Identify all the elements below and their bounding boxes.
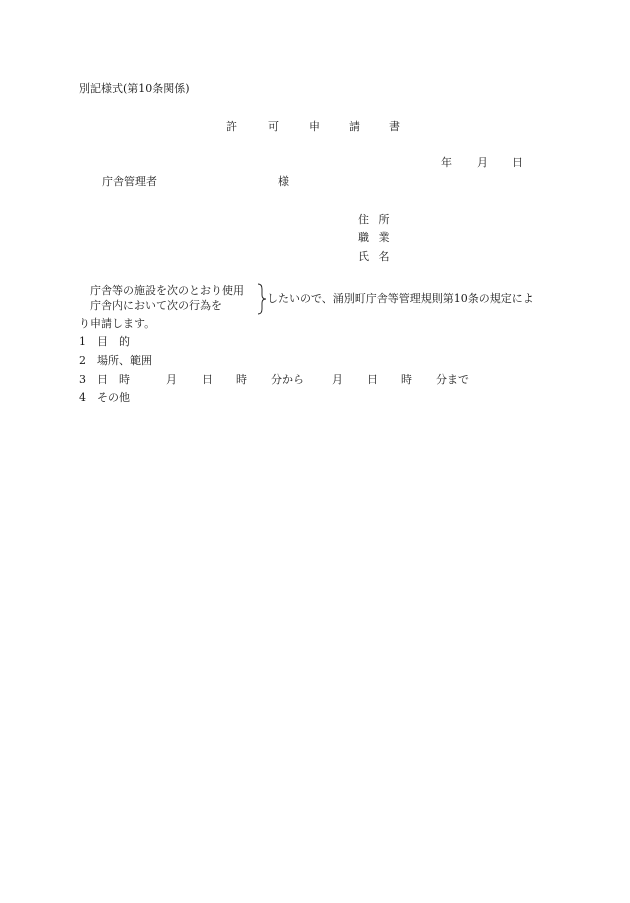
item-3-from-month: 月	[166, 373, 177, 386]
applicant-name-label: 氏 名	[358, 250, 390, 263]
item-3-from-hour: 時	[236, 373, 247, 386]
item-2-number: 2	[79, 354, 86, 367]
item-3-to-day: 日	[367, 373, 378, 386]
applicant-address-label: 住 所	[358, 213, 390, 226]
item-1-label: 目 的	[97, 335, 130, 348]
form-reference: 別記様式(第10条関係)	[79, 82, 190, 95]
item-4-number: 4	[79, 391, 86, 404]
title-char-3: 申	[309, 120, 320, 133]
title-char-5: 書	[389, 120, 400, 133]
item-3-label: 日 時	[97, 373, 130, 386]
item-4-label: その他	[97, 391, 130, 404]
title-char-2: 可	[268, 120, 279, 133]
date-year: 年	[441, 156, 452, 169]
item-3-to-hour: 時	[401, 373, 412, 386]
item-3-to-month: 月	[332, 373, 343, 386]
item-3-number: 3	[79, 373, 86, 386]
statement-continuation: したいので、涌別町庁舎等管理規則第10条の規定によ	[267, 292, 534, 305]
addressee-honorific: 様	[278, 175, 289, 188]
statement-option-1: 庁舎等の施設を次のとおり使用	[90, 284, 244, 297]
applicant-occupation-label: 職 業	[358, 231, 390, 244]
item-2-label: 場所、範囲	[97, 354, 152, 367]
brace-icon	[257, 283, 267, 315]
title-char-4: 請	[349, 120, 360, 133]
title-char-1: 許	[226, 120, 237, 133]
item-3-from-day: 日	[202, 373, 213, 386]
addressee-name: 庁舎管理者	[102, 175, 157, 188]
item-1-number: 1	[79, 335, 86, 348]
date-day: 日	[512, 156, 523, 169]
statement-closing: り申請します。	[79, 317, 156, 330]
item-3-to-minute: 分まで	[436, 373, 469, 386]
item-3-from-minute: 分から	[271, 373, 304, 386]
statement-option-2: 庁舎内において次の行為を	[90, 299, 222, 312]
date-month: 月	[477, 156, 488, 169]
